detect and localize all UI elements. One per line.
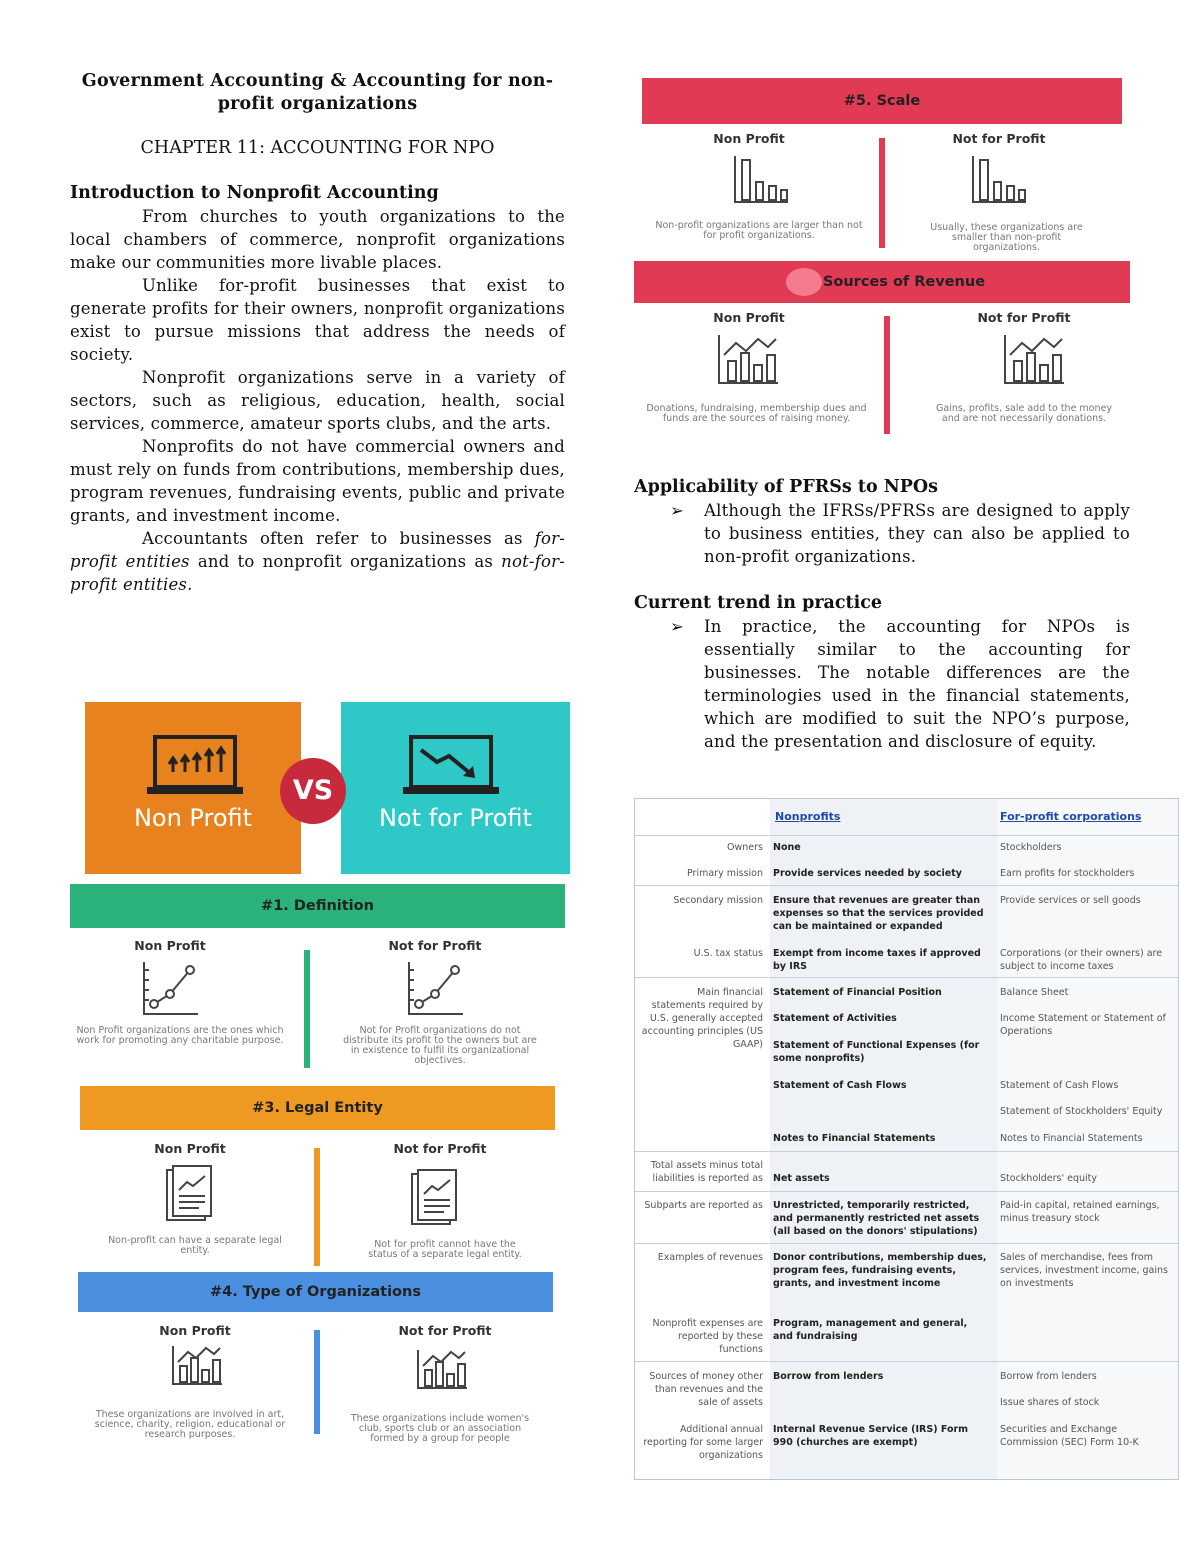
legal-entity-banner: #3. Legal Entity <box>80 1086 555 1130</box>
legal-nfp-heading: Not for Profit <box>393 1141 487 1156</box>
intro-paragraph-3: Nonprofit organizations serve in a variety of sectors, such as religious, education, health, social services, commerce, amateur sports clubs, and the arts. <box>70 368 565 433</box>
row-divider <box>635 885 1178 886</box>
scale-revenue-infographic <box>634 78 1130 448</box>
arrow-bullet-icon: ➢ <box>670 501 685 520</box>
not-for-profit-title: Not for Profit <box>379 804 532 832</box>
line-graph-icon <box>405 960 465 1018</box>
legal-nfp-description: Not for profit cannot have the status of a separate legal entity. <box>368 1239 522 1260</box>
scale-nfp-heading: Not for Profit <box>952 131 1046 146</box>
non-profit-title: Non Profit <box>133 804 253 832</box>
scale-nfp-description: Usually, these organizations are smaller than non-profit organizations. <box>930 222 1083 253</box>
definition-np-heading: Non Profit <box>134 938 206 953</box>
bar-chart-icon <box>170 1344 224 1388</box>
revenue-divider <box>884 316 890 434</box>
intro-paragraph-2: Unlike for-profit businesses that exist to generate profits for their owners, nonprofit organizations exist to pursue missions that address the needs of society. <box>70 276 565 364</box>
bar-chart-icon <box>970 154 1028 206</box>
intro-heading: Introduction to Nonprofit Accounting <box>70 183 439 203</box>
vs-badge: VS <box>280 758 346 824</box>
row-divider <box>635 1361 1178 1362</box>
intro-paragraph-5: Accountants often refer to businesses as for-profit entities and to nonprofit organizations as not-for-profit entities. <box>70 529 565 594</box>
arrow-bullet-icon: ➢ <box>670 617 685 636</box>
pfrs-bullet: ➢ Although the IFRSs/PFRSs are designed to apply to business entities, they can also be applied to non-profit organizations. <box>634 499 1130 568</box>
document-report-icon <box>410 1168 460 1228</box>
col-header-nonprofits: Nonprofits <box>775 810 841 823</box>
types-nfp-description: These organizations include women's club, sports club or an association formed by a group for people <box>350 1413 530 1444</box>
definition-nfp-heading: Not for Profit <box>388 938 482 953</box>
bar-chart-icon <box>732 154 790 206</box>
intro-paragraph-4: Nonprofits do not have commercial owners and must rely on funds from contributions, membership dues, program revenues, fundraising events, public and private grants, and investment income. <box>70 437 565 525</box>
definition-np-description: Non Profit organizations are the ones which work for promoting any charitable purpose. <box>76 1025 284 1046</box>
comparison-table: Nonprofits For-profit corporations Owners None Stockholders Primary mission Provide services needed by society Earn profits for stockholders Secondary mission Ensure that revenues are greater than expenses so that the services provided can be maintained or expanded Provide services or sell goods U.S. tax status Exempt from income taxes if approved by IRS Corporations (or their owners) are subject to income taxes Main financial statements required by U.S. generally accepted accounting principles (US GAAP) Statement of Financial Position Balance Sheet Statement of Activities Income Statement or Statement of Operations Statement of Functional Expenses (for some nonprofits) Statement of Cash Flows Statement of Cash Flows Statement of Stockholders' Equity Notes to Financial Statements Notes to Financial Statements Total assets minus total liabilities is reported as Net assets Stockholders' equity Subparts are reported as Unrestricted, temporarily restricted, and permanently restricted net assets (all based on the donors' stipulations) Paid-in capital, retained earnings, minus treasury stock Examples of revenues Donor contributions, membership dues, program fees, fundraising events, grants, and investment income Sales of merchandise, fees from services, investment income, gains on investments Nonprofit expenses are reported by these functions Program, management and general, and fundraising Sources of money other than revenues and the sale of assets Borrow from lenders Borrow from lenders Issue shares of stock Additional annual reporting for some larger organizations Internal Revenue Service (IRS) Form 990 (churches are exempt) Securities and Exchange Commission (SEC) Form 10-K <box>634 798 1179 1480</box>
col-header-forprofit: For-profit corporations <box>1000 810 1142 823</box>
line-graph-icon <box>140 960 200 1018</box>
types-nfp-heading: Not for Profit <box>398 1323 492 1338</box>
bar-chart-icon <box>1002 333 1066 387</box>
type-of-organizations-banner: #4. Type of Organizations <box>78 1272 553 1312</box>
definition-banner: #1. Definition <box>70 884 565 928</box>
scale-np-description: Non-profit organizations are larger than not for profit organizations. <box>655 220 863 241</box>
non-profit-tile <box>85 702 301 874</box>
pfrs-section <box>634 476 1130 568</box>
falling-chart-laptop-icon <box>401 732 501 802</box>
document-title: Government Accounting & Accounting for non- profit organizations <box>81 71 554 114</box>
revenue-nfp-heading: Not for Profit <box>977 310 1071 325</box>
scale-divider <box>879 138 885 248</box>
row-divider <box>635 1243 1178 1244</box>
legal-np-heading: Non Profit <box>154 1141 226 1156</box>
pfrs-heading: Applicability of PFRSs to NPOs <box>634 477 938 497</box>
definition-divider <box>304 950 310 1068</box>
trend-bullet: ➢ In practice, the accounting for NPOs is essentially similar to the accounting for businesses. The notable differences are the terminologies used in the financial statements, which are modified to suit the NPO’s purpose, and the presentation and disclosure of equity. <box>634 615 1130 753</box>
row-divider <box>635 977 1178 978</box>
table-header <box>635 799 1178 836</box>
row-divider <box>635 1191 1178 1192</box>
row-divider <box>635 1151 1178 1152</box>
bar-chart-icon <box>716 333 780 387</box>
trend-heading: Current trend in practice <box>634 593 883 613</box>
types-np-description: These organizations are involved in art, science, charity, religion, educational or research purposes. <box>94 1409 286 1440</box>
revenue-np-heading: Non Profit <box>713 310 785 325</box>
document-report-icon <box>165 1164 215 1224</box>
revenue-banner: Sources of Revenue <box>822 274 986 290</box>
intro-paragraph-1: From churches to youth organizations to the local chambers of commerce, nonprofit organizations make our communities more livable places. <box>70 207 565 272</box>
scale-np-heading: Non Profit <box>713 131 785 146</box>
revenue-np-description: Donations, fundraising, membership dues and funds are the sources of raising money. <box>646 403 867 424</box>
revenue-nfp-description: Gains, profits, sale add to the money and are not necessarily donations. <box>936 403 1112 424</box>
legal-np-description: Non-profit can have a separate legal entity. <box>108 1235 282 1256</box>
comparison-infographic <box>70 690 565 1450</box>
types-np-heading: Non Profit <box>159 1323 231 1338</box>
legal-divider <box>314 1148 320 1266</box>
types-divider <box>314 1330 320 1434</box>
chapter-heading: CHAPTER 11: ACCOUNTING FOR NPO <box>140 138 495 158</box>
trend-section <box>634 592 1130 753</box>
rising-chart-laptop-icon <box>145 732 245 802</box>
definition-nfp-description: Not for Profit organizations do not distribute its profit to the owners but are in existence to fulfil its organizational objectives. <box>343 1025 537 1066</box>
left-column <box>70 70 565 596</box>
bar-chart-icon <box>415 1348 469 1392</box>
not-for-profit-tile <box>341 702 570 874</box>
scale-banner: #5. Scale <box>642 78 1122 124</box>
